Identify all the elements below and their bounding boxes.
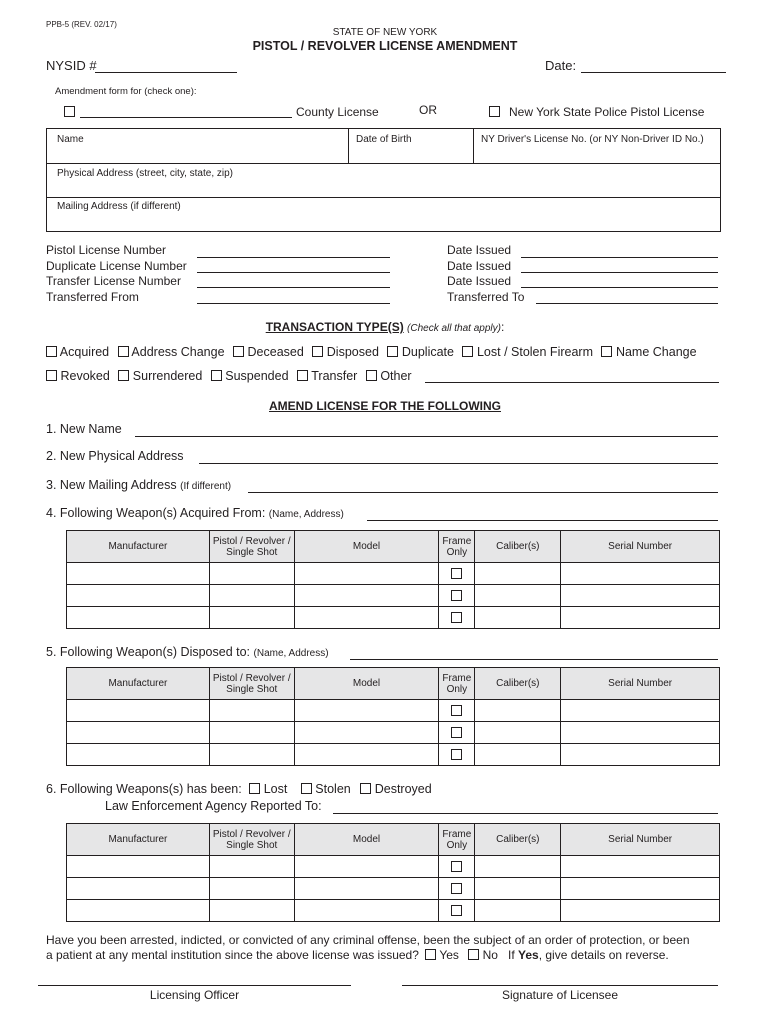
transaction-row-1 bbox=[46, 345, 702, 359]
date-label: Date: bbox=[545, 58, 577, 73]
serial-header: Serial Number bbox=[561, 531, 720, 563]
weapons-status-row: 6. Following Weapons(s) has been: Lost Stolen Destroyed bbox=[46, 782, 432, 796]
physical-address-field[interactable]: Physical Address (street, city, state, zip) bbox=[57, 168, 233, 179]
disposed-to-field[interactable] bbox=[350, 659, 718, 660]
nysid-field[interactable] bbox=[95, 72, 237, 73]
table-row bbox=[67, 856, 720, 878]
table-header bbox=[67, 668, 720, 700]
frame-only-checkbox[interactable] bbox=[451, 727, 462, 738]
table-row bbox=[67, 900, 720, 922]
name-change-checkbox[interactable] bbox=[601, 346, 612, 357]
state-name: STATE OF NEW YORK bbox=[332, 27, 438, 38]
dob-field[interactable]: Date of Birth bbox=[356, 134, 412, 145]
table-row bbox=[67, 607, 720, 629]
model-header: Model bbox=[294, 824, 439, 856]
pistol-header: Pistol / Revolver / Single Shot bbox=[209, 668, 294, 700]
name-field[interactable]: Name bbox=[57, 134, 84, 145]
caliber-header: Caliber(s) bbox=[475, 824, 561, 856]
surrendered-checkbox[interactable] bbox=[118, 370, 129, 381]
other-field[interactable] bbox=[425, 382, 719, 383]
address-change-checkbox[interactable] bbox=[118, 346, 129, 357]
caliber-header: Caliber(s) bbox=[475, 668, 561, 700]
caliber-header: Caliber(s) bbox=[475, 531, 561, 563]
acquired-option[interactable]: Acquired bbox=[46, 345, 109, 359]
transfer-option[interactable]: Transfer bbox=[297, 369, 357, 383]
manufacturer-header: Manufacturer bbox=[67, 531, 210, 563]
revoked-option[interactable]: Revoked bbox=[46, 369, 110, 383]
lost-stolen-checkbox[interactable] bbox=[462, 346, 473, 357]
acquired-checkbox[interactable] bbox=[46, 346, 57, 357]
date-issued-label: Date Issued bbox=[447, 259, 512, 273]
form-title: PISTOL / REVOLVER LICENSE AMENDMENT bbox=[252, 39, 518, 53]
disposed-to-label: 5. Following Weapon(s) Disposed to: (Name, Address) bbox=[46, 645, 329, 659]
serial-header: Serial Number bbox=[561, 824, 720, 856]
manufacturer-header: Manufacturer bbox=[67, 668, 210, 700]
licensee-signature-label: Signature of Licensee bbox=[501, 988, 619, 1002]
table-header bbox=[67, 824, 720, 856]
manufacturer-header: Manufacturer bbox=[67, 824, 210, 856]
or-label: OR bbox=[419, 103, 437, 117]
date-issued-field[interactable] bbox=[521, 287, 718, 288]
transferred-from-field[interactable] bbox=[197, 303, 390, 304]
county-license-label: County License bbox=[296, 105, 379, 119]
transferred-from-label: Transferred From bbox=[46, 290, 139, 304]
license-number-field[interactable]: NY Driver's License No. (or NY Non-Driver ID No.) bbox=[481, 134, 704, 145]
county-license-checkbox[interactable] bbox=[64, 106, 75, 117]
criminal-question-line-2: a patient at any mental institution since the above license was issued? Yes No If Yes, give details on reverse. bbox=[46, 948, 669, 962]
frame-only-checkbox[interactable] bbox=[451, 590, 462, 601]
table-row bbox=[67, 878, 720, 900]
frame-only-checkbox[interactable] bbox=[451, 861, 462, 872]
table-row bbox=[67, 744, 720, 766]
disposed-option[interactable]: Disposed bbox=[312, 345, 379, 359]
date-field[interactable] bbox=[581, 72, 726, 73]
pistol-license-label: Pistol License Number bbox=[46, 243, 167, 257]
new-name-field[interactable] bbox=[135, 436, 718, 437]
name-change-option[interactable]: Name Change bbox=[601, 345, 696, 359]
model-header: Model bbox=[294, 531, 439, 563]
revoked-checkbox[interactable] bbox=[46, 370, 57, 381]
duplicate-license-label: Duplicate License Number bbox=[46, 259, 187, 273]
suspended-option[interactable]: Suspended bbox=[211, 369, 289, 383]
transaction-heading: TRANSACTION TYPE(S) (Check all that apply): bbox=[265, 320, 505, 334]
pistol-license-field[interactable] bbox=[197, 257, 390, 258]
destroyed-checkbox[interactable] bbox=[360, 783, 371, 794]
transfer-license-label: Transfer License Number bbox=[46, 274, 181, 288]
frame-only-checkbox[interactable] bbox=[451, 749, 462, 760]
other-checkbox[interactable] bbox=[366, 370, 377, 381]
other-option[interactable]: Other bbox=[366, 369, 412, 383]
agency-field[interactable] bbox=[333, 813, 718, 814]
new-physical-address-label: 2. New Physical Address bbox=[46, 449, 184, 463]
table-row bbox=[67, 700, 720, 722]
yes-checkbox[interactable] bbox=[425, 949, 436, 960]
suspended-checkbox[interactable] bbox=[211, 370, 222, 381]
transferred-to-field[interactable] bbox=[536, 303, 718, 304]
frame-only-checkbox[interactable] bbox=[451, 905, 462, 916]
no-checkbox[interactable] bbox=[468, 949, 479, 960]
new-physical-address-field[interactable] bbox=[199, 463, 718, 464]
frame-only-checkbox[interactable] bbox=[451, 883, 462, 894]
duplicate-option[interactable]: Duplicate bbox=[387, 345, 454, 359]
criminal-question-line-1: Have you been arrested, indicted, or convicted of any criminal offense, been the subject of an order of protection, or been bbox=[46, 933, 690, 947]
table-row bbox=[67, 585, 720, 607]
table-header bbox=[67, 531, 720, 563]
frame-header: Frame Only bbox=[439, 668, 475, 700]
mailing-address-field[interactable]: Mailing Address (if different) bbox=[57, 201, 181, 212]
state-police-label: New York State Police Pistol License bbox=[509, 105, 705, 119]
model-header: Model bbox=[294, 668, 439, 700]
frame-header: Frame Only bbox=[439, 824, 475, 856]
address-change-option[interactable]: Address Change bbox=[118, 345, 225, 359]
disposed-checkbox[interactable] bbox=[312, 346, 323, 357]
new-mailing-address-field[interactable] bbox=[248, 492, 718, 493]
weapons-lost-table bbox=[66, 823, 720, 922]
pistol-header: Pistol / Revolver / Single Shot bbox=[209, 531, 294, 563]
stolen-checkbox[interactable] bbox=[301, 783, 312, 794]
duplicate-checkbox[interactable] bbox=[387, 346, 398, 357]
deceased-checkbox[interactable] bbox=[233, 346, 244, 357]
serial-header: Serial Number bbox=[561, 668, 720, 700]
frame-only-checkbox[interactable] bbox=[451, 612, 462, 623]
acquired-from-label: 4. Following Weapon(s) Acquired From: (Name, Address) bbox=[46, 506, 344, 520]
county-name-field[interactable] bbox=[80, 117, 292, 118]
duplicate-license-field[interactable] bbox=[197, 272, 390, 273]
amend-heading: AMEND LICENSE FOR THE FOLLOWING bbox=[269, 399, 501, 413]
transfer-checkbox[interactable] bbox=[297, 370, 308, 381]
pistol-header: Pistol / Revolver / Single Shot bbox=[209, 824, 294, 856]
state-police-checkbox[interactable] bbox=[489, 106, 500, 117]
licensee-signature-line[interactable] bbox=[402, 985, 718, 986]
table-row bbox=[67, 722, 720, 744]
transaction-row-2 bbox=[46, 369, 417, 383]
amendment-instruction: Amendment form for (check one): bbox=[55, 86, 197, 97]
new-mailing-address-label: 3. New Mailing Address (If different) bbox=[46, 478, 232, 492]
new-name-label: 1. New Name bbox=[46, 422, 122, 436]
date-issued-field[interactable] bbox=[521, 272, 718, 273]
surrendered-option[interactable]: Surrendered bbox=[118, 369, 202, 383]
table-row bbox=[67, 563, 720, 585]
acquired-from-field[interactable] bbox=[367, 520, 718, 521]
personal-info-box bbox=[46, 128, 721, 232]
licensing-officer-label: Licensing Officer bbox=[149, 988, 240, 1002]
date-issued-label: Date Issued bbox=[447, 274, 512, 288]
licensing-officer-signature-line[interactable] bbox=[38, 985, 351, 986]
weapons-disposed-table bbox=[66, 667, 720, 766]
weapons-acquired-table bbox=[66, 530, 720, 629]
frame-only-checkbox[interactable] bbox=[451, 568, 462, 579]
lost-checkbox[interactable] bbox=[249, 783, 260, 794]
transferred-to-label: Transferred To bbox=[447, 290, 525, 304]
form-id: PPB-5 (REV. 02/17) bbox=[46, 20, 117, 29]
date-issued-field[interactable] bbox=[521, 257, 718, 258]
lost-stolen-option[interactable]: Lost / Stolen Firearm bbox=[462, 345, 593, 359]
nysid-label: NYSID # bbox=[46, 58, 97, 73]
frame-header: Frame Only bbox=[439, 531, 475, 563]
frame-only-checkbox[interactable] bbox=[451, 705, 462, 716]
transfer-license-field[interactable] bbox=[197, 287, 390, 288]
deceased-option[interactable]: Deceased bbox=[233, 345, 304, 359]
agency-label: Law Enforcement Agency Reported To: bbox=[105, 799, 322, 813]
date-issued-label: Date Issued bbox=[447, 243, 512, 257]
